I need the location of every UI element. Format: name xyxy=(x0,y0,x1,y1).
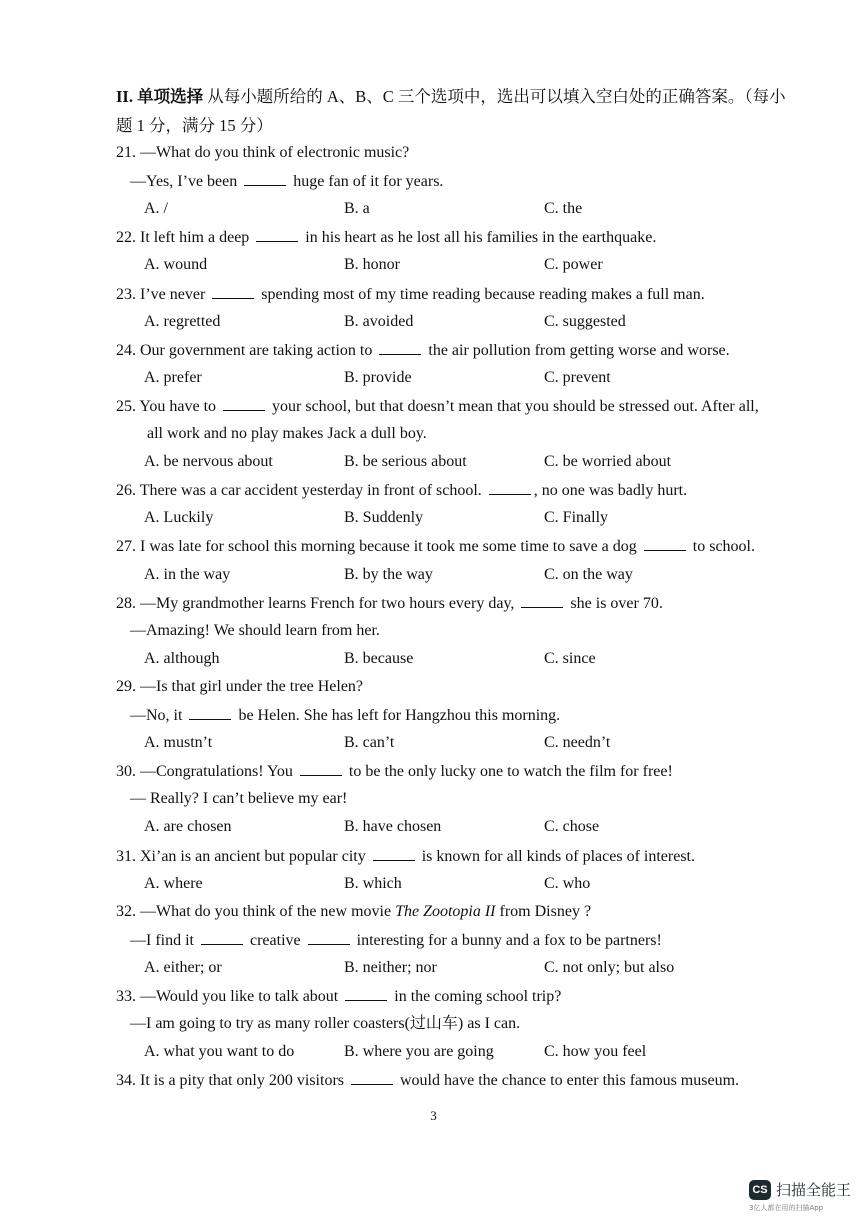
question-text: It is a pity that only 200 visitors xyxy=(140,1072,348,1090)
question-text: creative xyxy=(246,931,305,949)
question-text: —Is that girl under the tree Helen? xyxy=(140,677,364,695)
question-text: huge fan of it for years. xyxy=(289,173,444,191)
question-line xyxy=(116,986,561,1007)
question-text: — Really? I can’t believe my ear! xyxy=(130,790,348,808)
answer-blank xyxy=(244,171,286,186)
option-b: B. by the way xyxy=(344,565,433,583)
option-c: C. chose xyxy=(544,818,600,836)
question-line xyxy=(130,705,560,726)
answer-blank xyxy=(212,284,254,299)
question-number: 31. xyxy=(116,847,140,865)
question-line xyxy=(130,621,380,641)
option-a: A. are chosen xyxy=(144,818,232,836)
answer-blank xyxy=(300,761,342,776)
question-text: —I find it xyxy=(130,931,198,949)
option-b: B. can’t xyxy=(344,734,395,752)
option-a: A. wound xyxy=(144,256,208,274)
question-text: would have the chance to enter this famous museum. xyxy=(396,1072,740,1090)
question-text: in his heart as he lost all his families in the earthquake. xyxy=(301,229,657,247)
question-text: —Yes, I’ve been xyxy=(130,173,242,191)
question-text: —Congratulations! You xyxy=(140,763,297,781)
section-marker: II. xyxy=(116,87,133,106)
question-text: spending most of my time reading because reading makes a full man. xyxy=(257,285,705,303)
question-number: 29. xyxy=(116,677,140,695)
question-text: the air pollution from getting worse and worse. xyxy=(424,341,730,359)
option-a: A. be nervous about xyxy=(144,453,273,471)
question-number: 34. xyxy=(116,1072,140,1090)
option-c: C. suggested xyxy=(544,312,626,330)
answer-blank xyxy=(373,846,415,861)
option-b: B. where you are going xyxy=(344,1043,494,1061)
option-a: A. mustn’t xyxy=(144,734,213,752)
option-c: C. how you feel xyxy=(544,1043,647,1061)
page-number: 3 xyxy=(430,1108,437,1123)
option-c: C. needn’t xyxy=(544,734,611,752)
option-a: A. what you want to do xyxy=(144,1043,295,1061)
question-line xyxy=(116,396,759,417)
question-text: Xi’an is an ancient but popular city xyxy=(140,847,370,865)
question-text: Our government are taking action to xyxy=(140,341,377,359)
question-number: 23. xyxy=(116,285,140,303)
question-text: You have to xyxy=(139,397,221,415)
option-b: B. be serious about xyxy=(344,453,467,471)
option-b: B. a xyxy=(344,200,370,218)
question-text: is known for all kinds of places of interest. xyxy=(417,847,695,865)
question-line xyxy=(130,1014,520,1034)
answer-blank xyxy=(489,480,531,495)
scanner-name: 扫描全能王 xyxy=(776,1181,852,1199)
option-b: B. Suddenly xyxy=(344,509,424,527)
question-text: , no one was badly hurt. xyxy=(533,482,688,500)
option-b: B. which xyxy=(344,874,402,892)
option-a: A. where xyxy=(144,874,203,892)
question-number: 24. xyxy=(116,341,140,359)
section-instruction: 从每小题所给的 A、B、C 三个选项中，选出可以填入空白处的正确答案。（每小题 1 分，满分 15 分） xyxy=(116,87,786,135)
answer-blank xyxy=(521,593,563,608)
question-line xyxy=(130,789,347,809)
option-a: A. although xyxy=(144,649,220,667)
question-line xyxy=(116,761,673,782)
question-line xyxy=(116,846,695,867)
option-a: A. prefer xyxy=(144,368,202,386)
question-text: —My grandmother learns French for two hours every day, xyxy=(140,594,519,612)
question-number: 30. xyxy=(116,763,140,781)
scanner-tagline: 3亿人都在用的扫描App xyxy=(749,1204,824,1212)
question-text: —No, it xyxy=(130,707,187,724)
scanner-logo xyxy=(749,1178,859,1218)
question-line xyxy=(116,340,730,361)
scanner-badge-icon: CS xyxy=(749,1180,771,1200)
question-text: interesting for a bunny and a fox to be partners! xyxy=(352,931,662,949)
question-number: 21. xyxy=(116,144,140,161)
question-line xyxy=(116,677,363,697)
option-c: C. the xyxy=(544,200,583,218)
question-text: —What do you think of electronic music? xyxy=(140,144,410,161)
question-text: I’ve never xyxy=(140,285,210,303)
option-c: C. not only; but also xyxy=(544,958,675,976)
option-c: C. be worried about xyxy=(544,453,672,471)
question-number: 27. xyxy=(116,538,140,556)
question-line xyxy=(116,536,755,557)
question-text: all work and no play makes Jack a dull boy. xyxy=(147,425,427,442)
question-text: It left him a deep xyxy=(140,229,254,247)
question-text: —I am going to try as many roller coasters(过山车) as I can. xyxy=(130,1015,521,1033)
movie-title: The Zootopia II xyxy=(395,902,496,920)
question-number: 22. xyxy=(116,229,140,247)
question-line xyxy=(116,284,705,305)
question-number: 28. xyxy=(116,594,140,612)
section-title: 单项选择 xyxy=(137,87,204,106)
question-line xyxy=(147,424,427,444)
question-line xyxy=(116,1070,739,1091)
answer-blank xyxy=(308,930,350,945)
question-text: I was late for school this morning because it took me some time to save a dog xyxy=(140,538,641,556)
option-b: B. avoided xyxy=(344,312,414,330)
option-c: C. power xyxy=(544,256,603,274)
question-line xyxy=(116,902,591,922)
option-c: C. who xyxy=(544,874,591,892)
question-number: 25. xyxy=(116,397,140,415)
question-text: to be the only lucky one to watch the film for free! xyxy=(344,763,673,781)
answer-blank xyxy=(223,396,265,411)
section-header xyxy=(116,82,786,140)
question-text: —What do you think of the new movie The Zootopia II from Disney ? xyxy=(140,902,592,920)
question-number: 26. xyxy=(116,482,140,500)
answer-blank xyxy=(201,930,243,945)
option-a: A. regretted xyxy=(144,312,221,330)
question-text: There was a car accident yesterday in front of school. xyxy=(139,482,486,500)
answer-blank xyxy=(644,536,686,551)
question-number: 32. xyxy=(116,902,140,920)
option-c: C. on the way xyxy=(544,565,633,583)
question-line xyxy=(116,480,687,501)
option-b: B. because xyxy=(344,649,414,667)
question-text: your school, but that doesn’t mean that you should be stressed out. After all, xyxy=(268,397,759,415)
option-a: A. in the way xyxy=(144,565,231,583)
question-text: she is over 70. xyxy=(566,594,663,612)
question-text: —Would you like to talk about xyxy=(140,988,343,1005)
option-b: B. honor xyxy=(344,256,400,274)
option-c: C. since xyxy=(544,649,596,667)
answer-blank xyxy=(379,340,421,355)
question-number: 33. xyxy=(116,988,140,1005)
option-c: C. Finally xyxy=(544,509,609,527)
option-b: B. provide xyxy=(344,368,412,386)
option-b: B. have chosen xyxy=(344,818,442,836)
question-line xyxy=(116,143,409,163)
answer-blank xyxy=(189,705,231,720)
question-line xyxy=(116,593,663,614)
answer-blank xyxy=(351,1070,393,1085)
question-text: to school. xyxy=(688,538,755,556)
question-line xyxy=(130,930,662,951)
option-a: A. / xyxy=(144,200,168,218)
answer-blank xyxy=(345,986,387,1001)
question-line xyxy=(116,227,656,248)
option-b: B. neither; nor xyxy=(344,958,437,976)
option-a: A. either; or xyxy=(144,958,222,976)
option-c: C. prevent xyxy=(544,368,611,386)
question-text: be Helen. She has left for Hangzhou this morning. xyxy=(234,707,561,724)
answer-blank xyxy=(256,227,298,242)
question-line xyxy=(130,171,443,192)
question-text: in the coming school trip? xyxy=(390,988,562,1005)
question-text: —Amazing! We should learn from her. xyxy=(130,621,380,639)
option-a: A. Luckily xyxy=(144,509,214,527)
